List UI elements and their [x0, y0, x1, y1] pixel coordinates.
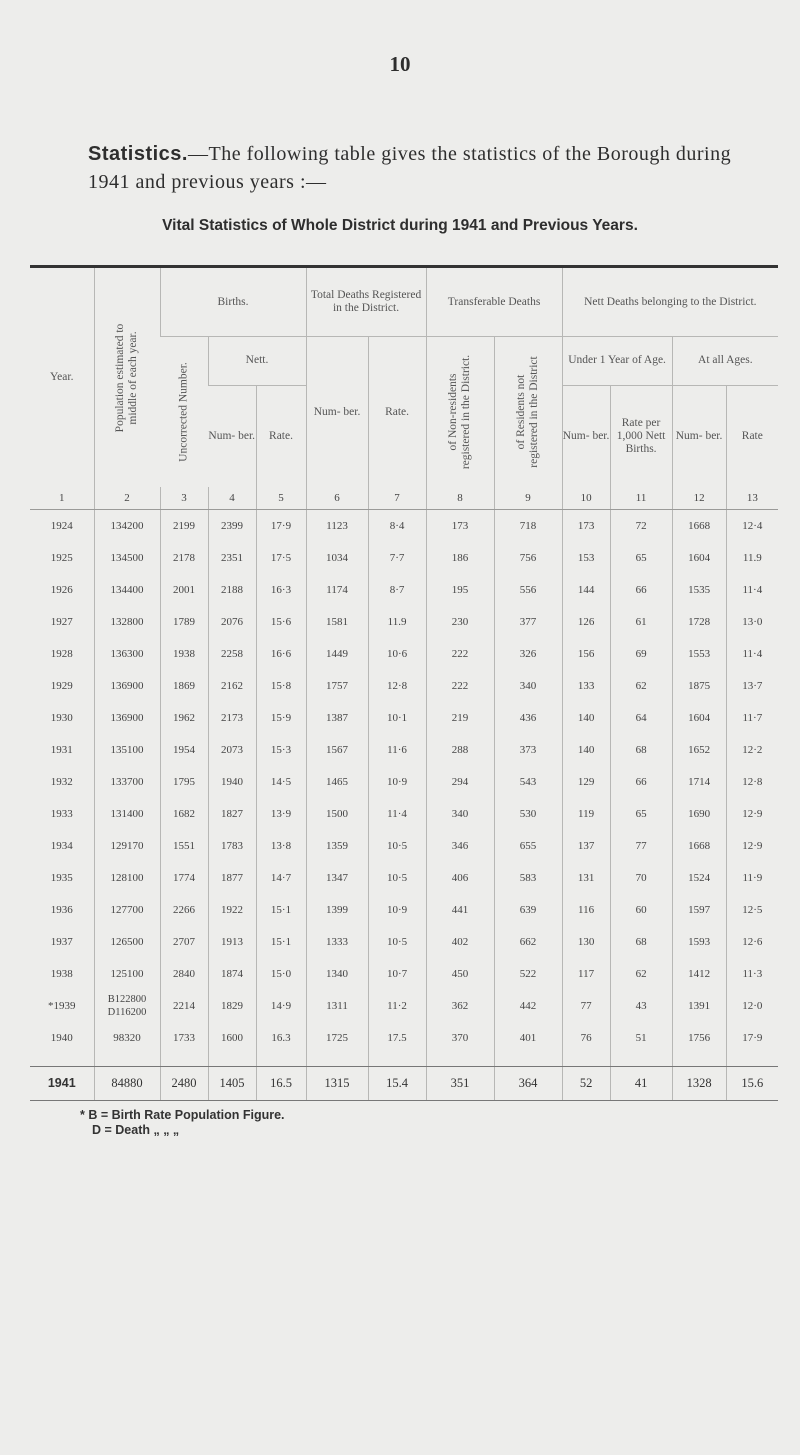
cell-births-rate: 16·6 — [256, 638, 306, 670]
cell-non-residents: 441 — [426, 894, 494, 926]
table-row — [30, 926, 778, 958]
cell-year: 1940 — [50, 1031, 73, 1044]
cell-all-rate: 13·7 — [726, 670, 778, 702]
cell-uncorrected: 2840 — [160, 958, 208, 990]
cell-deaths-rate: 11·2 — [368, 990, 426, 1022]
cell-all-number: 1524 — [672, 862, 726, 894]
cell-non-residents: 351 — [426, 1067, 494, 1101]
cell-all-number: 1604 — [672, 542, 726, 574]
cell-year: 1937 — [50, 935, 73, 948]
cell-u1-rate: 69 — [610, 638, 672, 670]
cell-births-rate: 15·1 — [256, 926, 306, 958]
cell-u1-number: 140 — [562, 734, 610, 766]
cell-residents-not: 583 — [494, 862, 562, 894]
cell-u1-number: 156 — [562, 638, 610, 670]
cell-all-number: 1714 — [672, 766, 726, 798]
cell-deaths-rate: 8·4 — [368, 510, 426, 543]
cell-year: 1927 — [50, 615, 73, 628]
cell-population: 134400 — [94, 574, 160, 606]
cell-residents-not: 326 — [494, 638, 562, 670]
cell-all-rate: 11·4 — [726, 638, 778, 670]
cell-all-rate: 12·8 — [726, 766, 778, 798]
cell-u1-rate: 72 — [610, 510, 672, 543]
cell-deaths-rate: 10·6 — [368, 638, 426, 670]
cell-non-residents: 186 — [426, 542, 494, 574]
cell-residents-not: 756 — [494, 542, 562, 574]
header-births-rate: Rate. — [256, 385, 306, 487]
cell-uncorrected: 1682 — [160, 798, 208, 830]
cell-uncorrected: 1954 — [160, 734, 208, 766]
cell-non-residents: 362 — [426, 990, 494, 1022]
cell-births-rate: 15·6 — [256, 606, 306, 638]
cell-births-number: 2073 — [208, 734, 256, 766]
table-row — [30, 670, 778, 702]
cell-year: 1931 — [50, 743, 73, 756]
cell-births-rate: 16·3 — [256, 574, 306, 606]
cell-residents-not: 639 — [494, 894, 562, 926]
table-row — [30, 606, 778, 638]
cell-births-rate: 15·0 — [256, 958, 306, 990]
cell-non-residents: 406 — [426, 862, 494, 894]
cell-births-number: 1874 — [208, 958, 256, 990]
footnote-death: D = Death „ „ „ — [92, 1123, 180, 1137]
cell-year: 1933 — [50, 807, 73, 820]
cell-residents-not: 522 — [494, 958, 562, 990]
cell-all-number: 1412 — [672, 958, 726, 990]
cell-births-number: 2076 — [208, 606, 256, 638]
header-births: Births. — [160, 267, 306, 337]
cell-population: 127700 — [94, 894, 160, 926]
header-u1-number: Num- ber. — [562, 385, 610, 487]
table-row — [30, 1022, 778, 1054]
cell-births-rate: 15·9 — [256, 702, 306, 734]
cell-u1-rate: 68 — [610, 926, 672, 958]
cell-u1-rate: 70 — [610, 862, 672, 894]
table-row — [30, 542, 778, 574]
cell-uncorrected: 1795 — [160, 766, 208, 798]
cell-residents-not: 340 — [494, 670, 562, 702]
table-row — [30, 702, 778, 734]
cell-year: 1938 — [50, 967, 73, 980]
header-uncorrected: Uncorrected Number. — [177, 362, 190, 462]
cell-deaths-number: 1340 — [306, 958, 368, 990]
cell-deaths-rate: 11.9 — [368, 606, 426, 638]
cell-residents-not: 662 — [494, 926, 562, 958]
cell-deaths-rate: 11·4 — [368, 798, 426, 830]
header-transferable-deaths: Transferable Deaths — [426, 267, 562, 337]
cell-u1-rate: 60 — [610, 894, 672, 926]
cell-births-number: 1922 — [208, 894, 256, 926]
column-number: 12 — [672, 487, 726, 510]
cell-year: 1935 — [50, 871, 73, 884]
table-row — [30, 638, 778, 670]
cell-deaths-number: 1034 — [306, 542, 368, 574]
cell-u1-number: 76 — [562, 1022, 610, 1054]
cell-all-rate: 11·7 — [726, 702, 778, 734]
cell-all-number: 1728 — [672, 606, 726, 638]
cell-non-residents: 402 — [426, 926, 494, 958]
cell-u1-rate: 62 — [610, 670, 672, 702]
cell-population: 134200 — [94, 510, 160, 543]
cell-year: 1932 — [50, 775, 73, 788]
cell-births-rate: 17·9 — [256, 510, 306, 543]
cell-births-rate: 14·9 — [256, 990, 306, 1022]
cell-non-residents: 370 — [426, 1022, 494, 1054]
header-nett: Nett. — [208, 337, 306, 386]
cell-residents-not: 436 — [494, 702, 562, 734]
header-u1-rate: Rate per 1,000 Nett Births. — [610, 385, 672, 487]
cell-births-rate: 14·5 — [256, 766, 306, 798]
cell-all-number: 1875 — [672, 670, 726, 702]
cell-all-number: 1391 — [672, 990, 726, 1022]
cell-all-rate: 12·4 — [726, 510, 778, 543]
cell-residents-not: 556 — [494, 574, 562, 606]
header-deaths-rate: Rate. — [368, 337, 426, 488]
cell-residents-not: 377 — [494, 606, 562, 638]
separator-row — [30, 1054, 778, 1067]
cell-uncorrected: 1733 — [160, 1022, 208, 1054]
table-title: Vital Statistics of Whole District during 1941 and Previous Years. — [162, 217, 638, 234]
cell-deaths-rate: 10·7 — [368, 958, 426, 990]
cell-births-number: 1783 — [208, 830, 256, 862]
header-total-deaths: Total Deaths Registered in the District. — [306, 267, 426, 337]
header-non-residents: of Non-residents registered in the District. — [426, 337, 494, 488]
cell-year: 1926 — [50, 583, 73, 596]
column-number: 8 — [426, 487, 494, 510]
cell-u1-rate: 62 — [610, 958, 672, 990]
cell-non-residents: 195 — [426, 574, 494, 606]
cell-uncorrected: 1869 — [160, 670, 208, 702]
cell-uncorrected: 2199 — [160, 510, 208, 543]
cell-all-number: 1593 — [672, 926, 726, 958]
cell-births-rate: 15·3 — [256, 734, 306, 766]
table-row — [30, 862, 778, 894]
cell-all-rate: 11·9 — [726, 862, 778, 894]
cell-deaths-number: 1500 — [306, 798, 368, 830]
cell-uncorrected: 1551 — [160, 830, 208, 862]
cell-residents-not: 530 — [494, 798, 562, 830]
cell-deaths-number: 1757 — [306, 670, 368, 702]
column-number: 11 — [610, 487, 672, 510]
cell-uncorrected: 2214 — [160, 990, 208, 1022]
cell-population: 125100 — [94, 958, 160, 990]
cell-all-number: 1756 — [672, 1022, 726, 1054]
vital-statistics-table — [30, 265, 778, 1101]
cell-births-number: 1827 — [208, 798, 256, 830]
cell-all-rate: 11·4 — [726, 574, 778, 606]
cell-residents-not: 401 — [494, 1022, 562, 1054]
cell-uncorrected: 1789 — [160, 606, 208, 638]
cell-births-number: 1913 — [208, 926, 256, 958]
cell-all-rate: 12·0 — [726, 990, 778, 1022]
cell-u1-rate: 68 — [610, 734, 672, 766]
cell-births-rate: 14·7 — [256, 862, 306, 894]
cell-u1-rate: 61 — [610, 606, 672, 638]
cell-all-rate: 11.9 — [726, 542, 778, 574]
table-row — [30, 510, 778, 543]
cell-u1-rate: 41 — [610, 1067, 672, 1101]
intro-lead: Statistics. — [88, 143, 188, 165]
cell-births-number: 1940 — [208, 766, 256, 798]
column-number: 5 — [256, 487, 306, 510]
column-number: 7 — [368, 487, 426, 510]
cell-births-number: 2399 — [208, 510, 256, 543]
cell-population: 136900 — [94, 670, 160, 702]
cell-all-rate: 12·2 — [726, 734, 778, 766]
cell-births-number: 2351 — [208, 542, 256, 574]
cell-uncorrected: 2001 — [160, 574, 208, 606]
cell-deaths-rate: 10·1 — [368, 702, 426, 734]
header-births-number: Num- ber. — [208, 429, 256, 442]
cell-u1-rate: 66 — [610, 574, 672, 606]
cell-population: 135100 — [94, 734, 160, 766]
header-residents-not: of Residents not registered in the District — [494, 337, 562, 488]
cell-all-number: 1535 — [672, 574, 726, 606]
cell-non-residents: 230 — [426, 606, 494, 638]
cell-u1-rate: 65 — [610, 542, 672, 574]
cell-births-number: 1877 — [208, 862, 256, 894]
header-all-rate: Rate — [726, 385, 778, 487]
cell-births-number: 1829 — [208, 990, 256, 1022]
cell-year: 1936 — [50, 903, 73, 916]
cell-births-rate: 15·1 — [256, 894, 306, 926]
table-row — [30, 798, 778, 830]
cell-births-number: 2173 — [208, 702, 256, 734]
header-nett-deaths: Nett Deaths belonging to the District. — [562, 267, 778, 337]
cell-births-number: 2188 — [208, 574, 256, 606]
table-row — [30, 734, 778, 766]
cell-u1-number: 130 — [562, 926, 610, 958]
cell-deaths-number: 1567 — [306, 734, 368, 766]
cell-deaths-rate: 10·5 — [368, 926, 426, 958]
cell-u1-rate: 64 — [610, 702, 672, 734]
cell-births-rate: 15·8 — [256, 670, 306, 702]
footnote-birth: * B = Birth Rate Population Figure. — [80, 1108, 285, 1122]
cell-population: 98320 — [94, 1022, 160, 1054]
cell-year: 1924 — [50, 519, 73, 532]
cell-non-residents: 173 — [426, 510, 494, 543]
header-all-ages: At all Ages. — [672, 337, 778, 386]
cell-all-number: 1553 — [672, 638, 726, 670]
cell-population: 133700 — [94, 766, 160, 798]
cell-non-residents: 222 — [426, 638, 494, 670]
cell-u1-number: 116 — [562, 894, 610, 926]
cell-uncorrected: 2266 — [160, 894, 208, 926]
cell-deaths-number: 1449 — [306, 638, 368, 670]
cell-year: 1941 — [30, 1067, 94, 1101]
cell-u1-number: 119 — [562, 798, 610, 830]
cell-population: 134500 — [94, 542, 160, 574]
column-number: 2 — [94, 487, 160, 510]
cell-deaths-number: 1123 — [306, 510, 368, 543]
cell-population: 136300 — [94, 638, 160, 670]
cell-deaths-number: 1333 — [306, 926, 368, 958]
cell-non-residents: 288 — [426, 734, 494, 766]
cell-uncorrected: 2707 — [160, 926, 208, 958]
cell-all-number: 1652 — [672, 734, 726, 766]
cell-residents-not: 655 — [494, 830, 562, 862]
table-row — [30, 766, 778, 798]
cell-u1-rate: 43 — [610, 990, 672, 1022]
intro-paragraph — [88, 140, 748, 196]
cell-deaths-rate: 12·8 — [368, 670, 426, 702]
cell-deaths-rate: 8·7 — [368, 574, 426, 606]
cell-u1-number: 129 — [562, 766, 610, 798]
cell-deaths-rate: 11·6 — [368, 734, 426, 766]
cell-population: 136900 — [94, 702, 160, 734]
cell-all-rate: 12·9 — [726, 830, 778, 862]
cell-births-rate: 16.3 — [256, 1022, 306, 1054]
cell-deaths-rate: 10·9 — [368, 894, 426, 926]
cell-births-rate: 13·9 — [256, 798, 306, 830]
cell-births-number: 1600 — [208, 1022, 256, 1054]
cell-deaths-rate: 10·5 — [368, 862, 426, 894]
intro-text: —The following table gives the statistics of the Borough during 1941 and previous years :— — [88, 143, 732, 193]
cell-deaths-rate: 15.4 — [368, 1067, 426, 1101]
cell-births-number: 2258 — [208, 638, 256, 670]
cell-all-rate: 15.6 — [726, 1067, 778, 1101]
cell-non-residents: 340 — [426, 798, 494, 830]
cell-all-rate: 12·9 — [726, 798, 778, 830]
cell-non-residents: 219 — [426, 702, 494, 734]
cell-all-number: 1668 — [672, 830, 726, 862]
page-number: 10 — [389, 52, 411, 76]
cell-residents-not: 373 — [494, 734, 562, 766]
cell-uncorrected: 1962 — [160, 702, 208, 734]
cell-year: 1929 — [50, 679, 73, 692]
cell-u1-number: 133 — [562, 670, 610, 702]
cell-all-rate: 11·3 — [726, 958, 778, 990]
cell-non-residents: 346 — [426, 830, 494, 862]
cell-population: 84880 — [94, 1067, 160, 1101]
cell-all-number: 1690 — [672, 798, 726, 830]
table-row — [30, 830, 778, 862]
cell-u1-number: 140 — [562, 702, 610, 734]
cell-u1-rate: 51 — [610, 1022, 672, 1054]
cell-all-rate: 12·5 — [726, 894, 778, 926]
cell-all-number: 1328 — [672, 1067, 726, 1101]
cell-u1-number: 131 — [562, 862, 610, 894]
cell-u1-rate: 66 — [610, 766, 672, 798]
cell-all-rate: 17·9 — [726, 1022, 778, 1054]
cell-all-rate: 13·0 — [726, 606, 778, 638]
cell-births-rate: 13·8 — [256, 830, 306, 862]
cell-all-number: 1668 — [672, 510, 726, 543]
cell-deaths-number: 1174 — [306, 574, 368, 606]
cell-uncorrected: 2480 — [160, 1067, 208, 1101]
column-number: 6 — [306, 487, 368, 510]
table-row — [30, 894, 778, 926]
cell-population: 131400 — [94, 798, 160, 830]
cell-deaths-number: 1581 — [306, 606, 368, 638]
cell-u1-number: 126 — [562, 606, 610, 638]
cell-all-number: 1604 — [672, 702, 726, 734]
cell-deaths-rate: 10·9 — [368, 766, 426, 798]
cell-deaths-number: 1311 — [306, 990, 368, 1022]
cell-deaths-rate: 10·5 — [368, 830, 426, 862]
cell-non-residents: 294 — [426, 766, 494, 798]
header-deaths-number: Num- ber. — [306, 337, 368, 488]
cell-year: 1934 — [50, 839, 73, 852]
header-year: Year. — [30, 267, 94, 488]
cell-residents-not: 442 — [494, 990, 562, 1022]
cell-population: 128100 — [94, 862, 160, 894]
header-population: Population estimated to middle of each year. — [94, 267, 160, 488]
column-number: 9 — [494, 487, 562, 510]
cell-uncorrected: 2178 — [160, 542, 208, 574]
cell-year: 1930 — [50, 711, 73, 724]
cell-all-rate: 12·6 — [726, 926, 778, 958]
cell-deaths-number: 1387 — [306, 702, 368, 734]
cell-u1-number: 153 — [562, 542, 610, 574]
header-all-number: Num- ber. — [672, 385, 726, 487]
cell-population: 126500 — [94, 926, 160, 958]
cell-u1-rate: 65 — [610, 798, 672, 830]
cell-u1-number: 137 — [562, 830, 610, 862]
cell-births-rate: 16.5 — [256, 1067, 306, 1101]
cell-births-number: 2162 — [208, 670, 256, 702]
cell-u1-number: 52 — [562, 1067, 610, 1101]
column-number-row — [30, 487, 778, 510]
column-number: 4 — [208, 487, 256, 510]
cell-residents-not: 718 — [494, 510, 562, 543]
header-under-1: Under 1 Year of Age. — [562, 337, 672, 386]
cell-all-number: 1597 — [672, 894, 726, 926]
cell-u1-number: 144 — [562, 574, 610, 606]
cell-population: 132800 — [94, 606, 160, 638]
cell-births-rate: 17·5 — [256, 542, 306, 574]
cell-deaths-number: 1725 — [306, 1022, 368, 1054]
cell-non-residents: 222 — [426, 670, 494, 702]
cell-births-number: 1405 — [208, 1067, 256, 1101]
table-row — [30, 574, 778, 606]
cell-deaths-rate: 17.5 — [368, 1022, 426, 1054]
cell-deaths-number: 1347 — [306, 862, 368, 894]
cell-deaths-rate: 7·7 — [368, 542, 426, 574]
cell-residents-not: 364 — [494, 1067, 562, 1101]
cell-residents-not: 543 — [494, 766, 562, 798]
footnotes — [80, 1108, 285, 1138]
column-number: 1 — [30, 487, 94, 510]
column-number: 13 — [726, 487, 778, 510]
column-number: 3 — [160, 487, 208, 510]
cell-deaths-number: 1465 — [306, 766, 368, 798]
cell-uncorrected: 1938 — [160, 638, 208, 670]
cell-year: 1925 — [50, 551, 73, 564]
column-number: 10 — [562, 487, 610, 510]
cell-non-residents: 450 — [426, 958, 494, 990]
cell-u1-rate: 77 — [610, 830, 672, 862]
cell-deaths-number: 1399 — [306, 894, 368, 926]
cell-u1-number: 77 — [562, 990, 610, 1022]
cell-year: *1939 — [48, 999, 76, 1012]
cell-u1-number: 117 — [562, 958, 610, 990]
table-row — [30, 990, 778, 1022]
cell-population: B122800 D116200 — [94, 990, 160, 1022]
cell-uncorrected: 1774 — [160, 862, 208, 894]
cell-year: 1928 — [50, 647, 73, 660]
cell-population: 129170 — [94, 830, 160, 862]
cell-deaths-number: 1359 — [306, 830, 368, 862]
table-row-1941 — [30, 1067, 778, 1101]
table-row — [30, 958, 778, 990]
cell-u1-number: 173 — [562, 510, 610, 543]
cell-deaths-number: 1315 — [306, 1067, 368, 1101]
